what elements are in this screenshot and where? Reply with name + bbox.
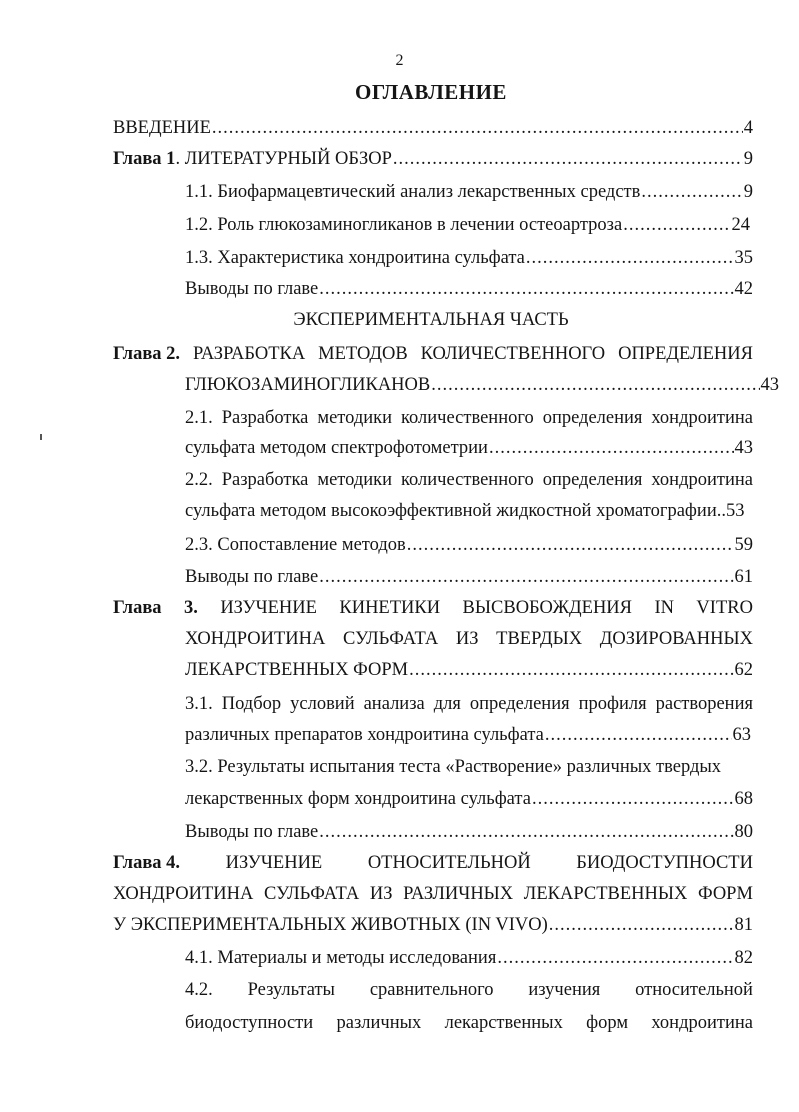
toc-entry-text: 2.3. Сопоставление методов: [185, 535, 406, 555]
toc-entry-chapter-2-line2[interactable]: [185, 371, 779, 399]
toc-entry-page: 9: [743, 182, 753, 202]
leader-dots: [497, 944, 733, 972]
toc-entry-text: ЛЕКАРСТВЕННЫХ ФОРМ: [185, 660, 409, 680]
title-word: растворения: [655, 694, 753, 714]
scan-speck: [40, 434, 42, 440]
toc-entry-page: 82: [734, 948, 753, 968]
toc-entry-text: 1.2. Роль глюкозаминогликанов в лечении остеоартроза: [185, 215, 623, 235]
toc-entry-page: 53: [725, 501, 745, 521]
toc-entry-chapter-4-line3[interactable]: [113, 911, 753, 939]
title-word: Разработка: [221, 470, 309, 490]
toc-entry-section-3-1-line2[interactable]: [185, 721, 751, 749]
title-word: Разработка: [221, 408, 309, 428]
title-word: анализа: [363, 694, 425, 714]
title-word: VITRO: [696, 598, 753, 618]
chapter-number: 3.: [184, 598, 198, 618]
toc-entry-text: 4.1. Материалы и методы исследования: [185, 948, 497, 968]
title-word: определения: [542, 470, 643, 490]
toc-title: ОГЛАВЛЕНИЕ: [355, 80, 507, 104]
page-number: 2: [395, 52, 404, 69]
leader-dots: [641, 178, 742, 206]
title-word: КОЛИЧЕСТВЕННОГО: [420, 344, 606, 364]
leader-dots: [549, 911, 734, 939]
toc-entry-text: различных препаратов хондроитина сульфата: [185, 725, 544, 745]
leader-dots: [545, 721, 732, 749]
toc-entry-page: 43: [734, 438, 753, 458]
title-word: СУЛЬФАТА: [264, 884, 360, 904]
title-word: определения: [542, 408, 643, 428]
title-word: Результаты: [247, 980, 335, 1000]
toc-entry-chapter-4[interactable]: [113, 849, 753, 877]
toc-entry-section-4-2-line2[interactable]: [185, 1009, 753, 1037]
toc-entry-chapter-3[interactable]: [113, 594, 753, 622]
toc-entry-chapter-3-conclusions[interactable]: [185, 818, 753, 846]
toc-entry-section-3-1[interactable]: [185, 690, 753, 718]
toc-entry-section-1-3[interactable]: [185, 244, 753, 272]
leader-dots: [409, 656, 733, 684]
toc-entry-page: 63: [732, 725, 751, 745]
leader-dots: [526, 244, 734, 272]
title-word: ИЗ: [455, 629, 479, 649]
title-word: МЕТОДОВ: [318, 344, 408, 364]
title-word: форм: [586, 1013, 629, 1033]
title-word: сравнительного: [369, 980, 494, 1000]
title-word: ИЗУЧЕНИЕ: [220, 598, 317, 618]
toc-entry-chapter-2-conclusions[interactable]: [185, 563, 753, 591]
title-word: ИЗ: [369, 884, 393, 904]
toc-entry-section-2-1[interactable]: [185, 404, 753, 432]
title-word: ТВЕРДЫХ: [496, 629, 583, 649]
title-word: хондроитина: [651, 1013, 753, 1033]
title-word: РАЗРАБОТКА: [192, 344, 306, 364]
title-word: ХОНДРОИТИНА: [185, 629, 326, 649]
title-word: биодоступности: [185, 1013, 314, 1033]
toc-entry-text: сульфата методом спектрофотометрии: [185, 438, 488, 458]
leader-dots: [489, 434, 734, 462]
toc-entry-page: 24: [731, 215, 750, 235]
title-word: 2.2.: [185, 470, 213, 490]
leader-dots: [532, 785, 734, 813]
chapter-label: Глава 2.: [113, 344, 181, 364]
title-word: определения: [469, 694, 570, 714]
toc-entry-page: 59: [734, 535, 753, 555]
toc-entry-chapter-3-line3[interactable]: [185, 656, 753, 684]
title-word: ЛЕКАРСТВЕННЫХ: [523, 884, 688, 904]
title-word: РАЗЛИЧНЫХ: [403, 884, 514, 904]
toc-entry-section-1-2[interactable]: [185, 211, 750, 239]
leader-dots: [623, 211, 730, 239]
toc-entry-section-2-2[interactable]: [185, 466, 753, 494]
toc-entry-text: У ЭКСПЕРИМЕНТАЛЬНЫХ ЖИВОТНЫХ (IN VIVO): [113, 915, 548, 935]
leader-dots: [407, 531, 734, 559]
title-word: условий: [290, 694, 355, 714]
toc-entry-section-2-2-line2[interactable]: [185, 497, 753, 525]
toc-entry-page: 9: [743, 149, 753, 169]
toc-entry-text: Выводы по главе: [185, 567, 319, 587]
title-word: профиля: [578, 694, 647, 714]
toc-entry-page: 43: [760, 375, 779, 395]
toc-entry-chapter-2[interactable]: [113, 340, 753, 368]
toc-entry-text: 1.3. Характеристика хондроитина сульфата: [185, 248, 525, 268]
title-word: КИНЕТИКИ: [339, 598, 441, 618]
toc-entry-text: сульфата методом высокоэффективной жидкостной хроматографии..: [185, 501, 726, 521]
toc-entry-chapter-1-conclusions[interactable]: [185, 275, 753, 303]
title-word: изучения: [528, 980, 601, 1000]
title-word: 3.1.: [185, 694, 213, 714]
toc-entry-section-2-3[interactable]: [185, 531, 753, 559]
toc-entry-chapter-1[interactable]: [113, 145, 753, 173]
toc-entry-page: 35: [734, 248, 753, 268]
leader-dots: [431, 371, 759, 399]
toc-entry-section-4-2[interactable]: [185, 976, 753, 1004]
toc-entry-intro[interactable]: [113, 114, 753, 142]
toc-entry-text: лекарственных форм хондроитина сульфата: [185, 789, 531, 809]
toc-entry-page: 42: [734, 279, 753, 299]
title-word: ФОРМ: [697, 884, 753, 904]
toc-entry-section-2-1-line2[interactable]: [185, 434, 753, 462]
title-word: ДОЗИРОВАННЫХ: [599, 629, 753, 649]
toc-entry-page: 61: [734, 567, 753, 587]
leader-dots: [319, 563, 733, 591]
title-word: ИЗУЧЕНИЕ: [225, 853, 323, 873]
toc-entry-text: [113, 145, 392, 173]
leader-dots: [319, 818, 733, 846]
leader-dots: [212, 114, 743, 142]
title-word: количественного: [401, 408, 534, 428]
title-word: для: [433, 694, 461, 714]
title-word: ВЫСВОБОЖДЕНИЯ: [462, 598, 633, 618]
chapter-label: Глава: [113, 598, 162, 618]
title-word: ОТНОСИТЕЛЬНОЙ: [367, 853, 531, 873]
toc-entry-text: Выводы по главе: [185, 822, 319, 842]
toc-entry-chapter-3-line2[interactable]: [185, 625, 753, 653]
toc-entry-text: 1.1. Биофармацевтический анализ лекарственных средств: [185, 182, 641, 202]
toc-entry-text: Выводы по главе: [185, 279, 319, 299]
leader-dots: [393, 145, 743, 173]
toc-entry-page: 80: [734, 822, 753, 842]
title-word: количественного: [401, 470, 534, 490]
toc-entry-section-3-2[interactable]: 3.2. Результаты испытания теста «Растворение» различных твердых: [185, 757, 722, 777]
title-word: методики: [317, 470, 393, 490]
toc-entry-section-3-2-line2[interactable]: [185, 785, 753, 813]
title-word: ХОНДРОИТИНА: [113, 884, 254, 904]
toc-entry-page: 68: [734, 789, 753, 809]
toc-entry-text: ВВЕДЕНИЕ: [113, 118, 211, 138]
toc-entry-section-1-1[interactable]: [185, 178, 753, 206]
chapter-title: . ЛИТЕРАТУРНЫЙ ОБЗОР: [175, 149, 392, 169]
toc-entry-page: 81: [734, 915, 753, 935]
toc-entry-chapter-4-line2[interactable]: [113, 880, 753, 908]
title-word: хондроитина: [651, 408, 753, 428]
title-word: 2.1.: [185, 408, 213, 428]
title-word: методики: [317, 408, 393, 428]
leader-dots: [319, 275, 733, 303]
experimental-part-heading: ЭКСПЕРИМЕНТАЛЬНАЯ ЧАСТЬ: [293, 310, 569, 330]
chapter-label: Глава 4.: [113, 853, 181, 873]
title-word: относительной: [635, 980, 753, 1000]
title-word: различных: [336, 1013, 422, 1033]
toc-entry-page: 4: [743, 118, 753, 138]
title-word: СУЛЬФАТА: [343, 629, 439, 649]
chapter-label: Глава 1: [113, 149, 176, 169]
toc-entry-section-4-1[interactable]: [185, 944, 753, 972]
title-word: лекарственных: [444, 1013, 563, 1033]
toc-entry-text: ГЛЮКОЗАМИНОГЛИКАНОВ: [185, 375, 431, 395]
title-word: БИОДОСТУПНОСТИ: [576, 853, 753, 873]
title-word: Подбор: [221, 694, 282, 714]
title-word: 4.2.: [185, 980, 213, 1000]
title-word: ОПРЕДЕЛЕНИЯ: [618, 344, 753, 364]
title-word: IN: [654, 598, 674, 618]
title-word: хондроитина: [651, 470, 753, 490]
toc-entry-page: 62: [734, 660, 753, 680]
